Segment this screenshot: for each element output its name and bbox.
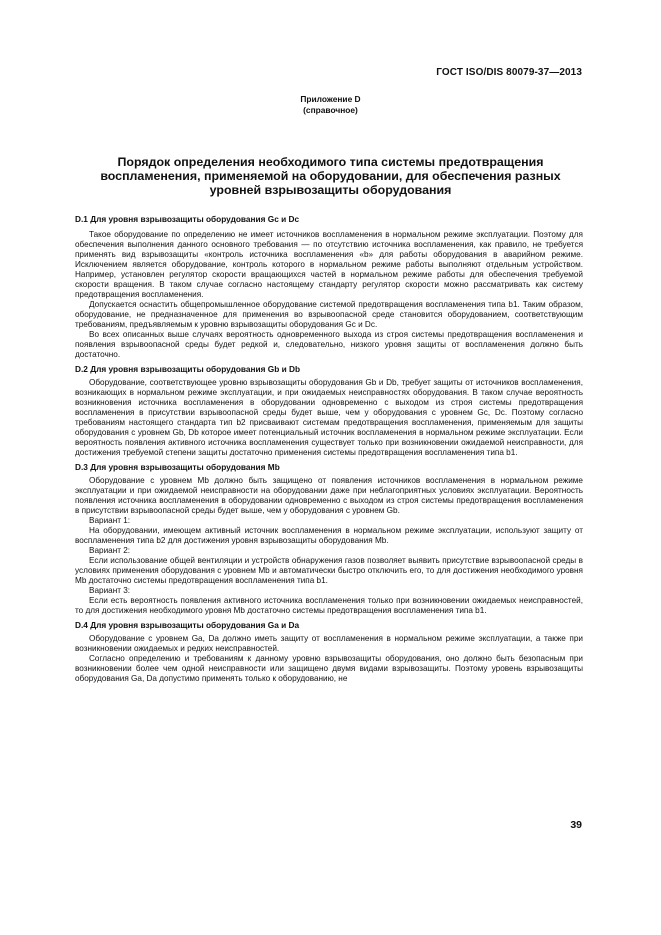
paragraph: На оборудовании, имеющем активный источник воспламенения в нормальном режиме эксплуатации, используют защиту от воспламенения типа b2 для достижения уровня взрывозащиты оборудования Mb. [75,526,583,545]
appendix-note: (справочное) [303,105,358,115]
paragraph: Такое оборудование по определению не имеет источников воспламенения в нормальном режиме эксплуатации. Поэтому для обеспечения выполнения данного основного требования — по отсутствию источника воспламенения, как правило, не требуется применять вид взрывозащиты «контроль источника воспламенения «b» для работы оборудования в аварийном режиме. Исключением является оборудование, контроль которого в нормальном режиме работы выполняют отдельным устройством. Например, установлен регулятор скорости вращающихся частей в нормальном режиме работы для обеспечения требуемой скорости вращения. В таком случае согласно настоящему стандарту регулятор скорости можно рассматривать как систему предотвращения воспламенения. [75,230,583,299]
appendix-header [0,94,661,116]
title-line: уровней взрывозащиты оборудования [209,183,452,197]
page-number: 39 [570,819,582,831]
section-heading-d4: D.4 Для уровня взрывозащиты оборудования Ga и Da [75,620,300,630]
document-body [75,214,583,684]
title-line: Порядок определения необходимого типа системы предотвращения [117,155,544,169]
appendix-label: Приложение D [300,94,361,104]
paragraph: Допускается оснастить общепромышленное оборудование системой предотвращения воспламенения типа b1. Таким образом, оборудование, не предназначенное для применения во взрывоопасной среде становится оборудованием, соответствующим требованиям, предъявляемым к уровню взрывозащиты оборудования Gc и Dc. [75,300,583,329]
section-heading-d2: D.2 Для уровня взрывозащиты оборудования Gb и Db [75,364,301,374]
section-heading-d3: D.3 Для уровня взрывозащиты оборудования Mb [75,462,280,472]
variant-label: Вариант 3: [89,586,131,595]
paragraph: Оборудование, соответствующее уровню взрывозащиты оборудования Gb и Db, требует защиты от источников воспламенения, возникающих в нормальном режиме эксплуатации, и при ожидаемых неисправностях оборудования. В таком случае вероятность возникновения источника воспламенения в оборудовании одновременно с выходом из строя системы предотвращения воспламенения в присутствии взрывоопасной среды будет выше, чем у оборудования с уровнем Gc, Dc. Поэтому согласно требованиям настоящего стандарта тип b2 присваивают системам предотвращения воспламенения, применяемым для защиты оборудования с уровнем Gb, Db которое имеет потенциальный источник воспламенения в нормальном режиме эксплуатации. Если вероятность появления активного источника воспламенения существует только при возникновении ожидаемой неисправности, для достижения требуемой степени защиты достаточно применения системы предотвращения воспламенения типа b1. [75,378,583,457]
paragraph: Оборудование с уровнем Mb должно быть защищено от появления источников воспламенения в нормальном режиме эксплуатации и при ожидаемой неисправности на оборудовании даже при неблагоприятных условиях эксплуатации. Вероятность появления источника воспламенения в оборудовании одновременно с выходом из строя системы предотвращения воспламенения в присутствии взрывоопасной среды будет выше, чем у оборудования с уровнем Gb. [75,476,583,515]
paragraph: Оборудование с уровнем Ga, Da должно иметь защиту от воспламенения в нормальном режиме эксплуатации, а также при возникновении ожидаемых и редких неисправностей. [75,634,583,653]
paragraph: Если есть вероятность появления активного источника воспламенения только при возникновении ожидаемых неисправностей, то для достижения необходимого уровня Mb достаточно системы предотвращения воспламенения типа b1. [75,596,583,615]
paragraph: Согласно определению и требованиям к данному уровню взрывозащиты оборудования, оно должно быть безопасным при возникновении более чем одной неисправности или защищено двумя видами взрывозащиты. Поэтому уровень взрывозащиты оборудования Ga, Da допустимо применять только к оборудованию, не [75,654,583,683]
paragraph: Если использование общей вентиляции и устройств обнаружения газов позволяет выявить присутствие взрывоопасной среды в условиях применения оборудования с уровнем Mb и автоматически быстро отключить его, то для достижения необходимого уровня Mb достаточно системы предотвращения воспламенения типа b1. [75,556,583,585]
document-code: ГОСТ ISO/DIS 80079-37—2013 [436,67,582,78]
title-line: воспламенения, применяемой на оборудовании, для обеспечения разных [100,169,561,183]
section-heading-d1: D.1 Для уровня взрывозащиты оборудования Gc и Dc [75,214,300,224]
variant-label: Вариант 2: [89,546,131,555]
paragraph: Во всех описанных выше случаях вероятность одновременного выхода из строя системы предотвращения воспламенения и появления взрывоопасной среды будет редкой и, следовательно, низкого уровня защиты от воспламенения должно быть достаточно. [75,330,583,359]
page-title [70,155,591,197]
variant-label: Вариант 1: [89,516,131,525]
